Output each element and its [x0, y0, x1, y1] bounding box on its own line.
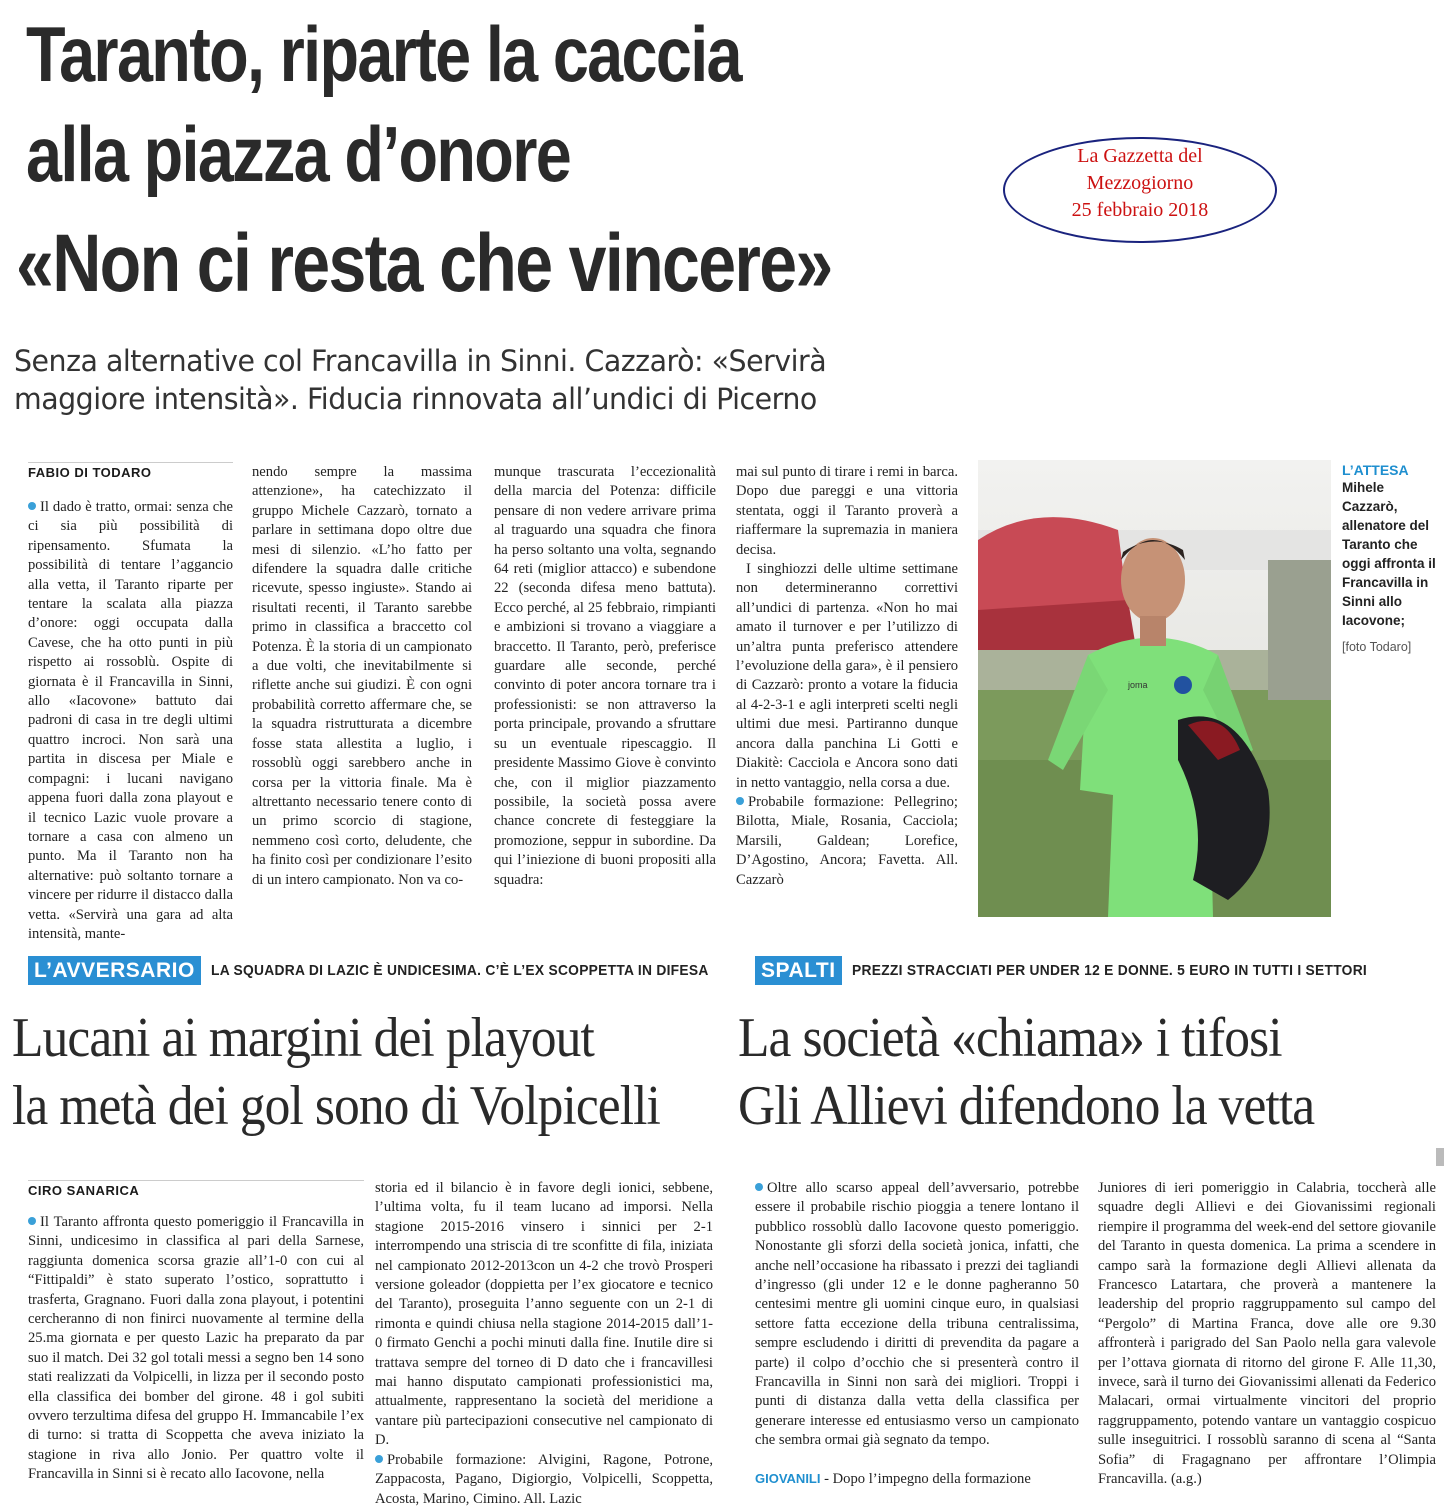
headline-line-3: «Non ci resta che vincere»	[16, 218, 832, 309]
right-story-tag: SPALTI	[755, 956, 842, 985]
bullet-icon	[28, 1217, 36, 1225]
main-column-1	[28, 498, 233, 944]
main-column-3	[494, 463, 716, 890]
bullet-icon	[28, 502, 36, 510]
right-story-column-2	[1098, 1179, 1436, 1490]
deck-line-2: maggiore intensità». Fiducia rinnovata all’undici di Picerno	[14, 382, 817, 416]
left-story-column-1	[28, 1213, 364, 1485]
caption-text: Mihele Cazzarò, allenatore del Taranto che oggi affronta il Francavilla in Sinni allo Iacovone;	[1342, 480, 1436, 628]
caption-title: L’ATTESA	[1342, 462, 1409, 478]
source-stamp-line-1: La Gazzetta del	[1077, 145, 1203, 167]
left-story-kicker: LA SQUADRA DI LAZIC È UNDICESIMA. C’È L’EX SCOPPETTA IN DIFESA	[210, 962, 709, 979]
bullet-icon	[755, 1183, 763, 1191]
right-story-kicker: PREZZI STRACCIATI PER UNDER 12 E DONNE. 5 EURO IN TUTTI I SETTORI	[851, 962, 1367, 979]
left-story-tag: L’AVVERSARIO	[28, 956, 201, 985]
left-story-headline-1: Lucani ai margini dei playout	[12, 1007, 594, 1069]
left-col-2-p1: storia ed il bilancio è in favore degli ionici, sebbene, l’ultima volta, fu il team lucano ad imporsi. Nella stagione 2015-2016 vinsero i sinnici per 2-1 interrompendo una striscia di tre sconfitte di fila, iniziata nel campionato 2012-2013con un 4-2 che trovò Prosperi versione goleador (doppietta per l’ex giocatore e tecnico del Taranto), proseguita l’anno seguente con un 2-1 di rimonta e quindi chiusa nella stagione 2014-2015 dall’1-0 firmato Genchi a pochi minuti dalla fine. Inutile dire si trattava sempre del torneo di D dato che i francavillesi mai hanno disputato campionati professionistici ma, attualmente, rappresentano la società del meridione a vantare più partecipazioni consecutive nel campionato di D.	[375, 1180, 713, 1449]
corner-mark	[1436, 1148, 1444, 1166]
headline-line-2: alla piazza d’onore	[26, 110, 571, 198]
main-column-4	[736, 463, 958, 890]
left-col-2-p2: Probabile formazione: Alvigini, Ragone, Potrone, Zappacosta, Pagano, Digiorgio, Volpicelli, Scoppetta, Acosta, Marino, Cimino. All. Lazic	[375, 1451, 713, 1507]
right-col-1-text: Oltre allo scarso appeal dell’avversario, potrebbe essere il probabile rischio pioggia a tenere lontano il pubblico rossoblù dallo Iacovone questo pomeriggio. Nonostante gli sforzi della società jonica, infatti, che anche nell’occasione ha ribassato i prezzi dei tagliandi d’ingresso (gli under 12 e le donne pagheranno 50 centesimi mentre gli uomini cinque euro, in qualsiasi settore fatta eccezione della tribuna centralissima, sempre escludendo i diritti di prevendita da pagare a parte) il colpo d’occhio che si presenterà contro il Francavilla in Sinni non sarà dei migliori. Troppi i punti di distanza dalla vetta della classifica per generare interesse ed entusiasmo verso un campionato che sembra ormai già segnato da tempo.	[755, 1180, 1079, 1449]
main-column-2	[252, 463, 472, 890]
left-story-byline: CIRO SANARICA	[28, 1180, 364, 1198]
right-story-header	[755, 956, 1411, 985]
bullet-icon	[375, 1455, 383, 1463]
left-story-headline-2: la metà dei gol sono di Volpicelli	[12, 1075, 660, 1137]
main-col-4-p2: I singhiozzi delle ultime settimane non determineranno correttivi all’undici di partenza. «Non ho mai amato il turnover e per l’utilizzo di un’altra punta preferisco attendere l’evoluzione della gara», è il pensiero di Cazzarò: pronto a votare la fiducia al 4-2-3-1 e agli interpreti scelti negli ultimi due mesi. Partiranno dunque ancora dalla panchina Li Gotti e Diakitè: Cacciola e Ancora sono dati in netto vantaggio, nella corsa a due.	[736, 561, 958, 791]
left-col-1-text: Il Taranto affronta questo pomeriggio il Francavilla in Sinni, undicesimo in classifica al pari della Sarnese, raggiunta domenica scorsa grazie all’1-0 con cui al “Fittipaldi” è stato superato l’ostico, soprattutto i trasferta, Gragnano. Fuori dalla zona playout, i potentini cercheranno di non finirci nuovamente al termine della 25.ma giornata e per questo Lazic ha preparato da par suo il match. Dei 32 gol totali messi a segno ben 14 sono stati realizzati da Volpicelli, in lizza per il secondo posto ella classifica dei bomber del girone. 48 i gol subiti ovvero terzultima difesa del gruppo H. Immancabile l’ex di turno: si tratta di Scoppetta che aveva iniziato la stagione in riva allo Jonio. Per quattro volte il Francavilla in Sinni si è recato allo Iacovone, nella	[28, 1214, 364, 1483]
main-col-1-text: Il dado è tratto, ormai: senza che ci sia più possibilità di ripensamento. Sfumata la possibilità di tentare l’aggancio alla vetta, il Taranto riparte per tentare la scalata alla piazza d’onore: oggi occupata dalla Cavese, che ha otto punti in più rispetto ai rossoblù. Ospite di giornata è il Francavilla in Sinni, allo «Iacovone» battuto dai padroni di casa in tre degli ultimi quattro incroci. Non sarà una partita in discesa per Miale e compagni: i lucani navigano appena fuori dalla zona playout e il tecnico Lazic vuole provare a tornare a casa con almeno un punto. Ma il Taranto non ha alternative: può soltanto tornare a vincere per ridurre il distacco dalla vetta. «Servirà una gara ad alta intensità, mante-	[28, 499, 233, 942]
deck	[14, 342, 857, 418]
photo-credit: [foto Todaro]	[1342, 640, 1412, 654]
coach-illustration	[978, 460, 1331, 917]
main-byline: FABIO DI TODARO	[28, 462, 233, 480]
right-story-headline-1: La società «chiama» i tifosi	[738, 1007, 1282, 1069]
deck-line-1: Senza alternative col Francavilla in Sinni. Cazzarò: «Servirà	[14, 344, 827, 378]
right-col-2-text: Juniores di ieri pomeriggio in Calabria, toccherà alle squadre degli Allievi e dei Giovanissimi regionali riempire il programma del week-end del settore giovanile del Taranto in questa domenica. La prima a scendere in campo sarà la formazione degli Allievi allenata da Francesco Latartara, che proverà a mantenere la leadership del proprio raggruppamento sul campo del “Pergolo” di Martina Franca, dove alle ore 9.30 affronterà i parigrado del San Paolo nella gara valevole per l’ottava giornata di ritorno del girone F. Alle 11,30, invece, sarà il turno dei Giovanissimi allenati da Federico Malacari, ormai virtualmente vincitori del proprio raggruppamento, potendo vantare un vantaggio cospicuo sulle inseguitrici. I rossoblù saranno di scena al “Santa Sofia” di Fragagnano per affrontare l’Olimpia Francavilla. (a.g.)	[1098, 1180, 1436, 1488]
source-stamp	[1003, 137, 1277, 243]
left-story-column-2	[375, 1179, 713, 1509]
main-col-2-text: nendo sempre la massima attenzione», ha catechizzato il gruppo Michele Cazzarò, tornato a parlare in settimana dopo oltre due mesi di silenzio. «L’ho fatto per difendere la squadra dalle critiche ricevute, spesso ingiuste». Stando ai risultati recenti, il Taranto sarebbe primo in classifica a braccetto col Potenza. È la storia di un campionato a due volti, che inevitabilmente si riflette anche sui giudizi. È con ogni probabilità corretto affermare che, se la squadra ristrutturata a dicembre fosse stata allestita a luglio, i rossoblù oggi sarebbero anche in corsa per la vittoria finale. Ma è altrettanto necessario tenere conto di un primo scorcio di stagione, nemmeno così corto, deludente, che ha finito così per condizionare l’esito di un intero campionato. Non va co-	[252, 464, 472, 888]
main-col-4-p3: Probabile formazione: Pellegrino; Bilotta, Miale, Rosania, Cacciola; Marsili, Galdean; Lorefice, D’Agostino, Ancora; Favetta. All. Cazzarò	[736, 793, 958, 888]
jersey-logo: joma	[1128, 680, 1148, 690]
coach-photo	[978, 460, 1331, 917]
source-stamp-line-2: Mezzogiorno	[1086, 172, 1194, 194]
right-story-headline-2: Gli Allievi difendono la vetta	[738, 1075, 1315, 1137]
giovanili-text: - Dopo l’impegno della formazione	[820, 1470, 1031, 1487]
giovanili-label: GIOVANILI	[755, 1470, 821, 1486]
main-col-3-text: munque trascurata l’eccezionalità della marcia del Potenza: difficile pensare di non vedere arrivare prima al traguardo una squadra che finora ha perso soltanto una volta, segnando 64 reti (miglior attacco) e subendone 22 (seconda difesa meno battuta). Ecco perché, al 25 febbraio, rimpianti e ambizioni si trovano a viaggiare a braccetto. Il Taranto, però, preferisce guardare alle seconde, perché convinto di poter ancora tornare tra i professionisti: se non attraverso la porta principale, provando a sfruttare su un eventuale ripescaggio. Il presidente Massimo Giove è convinto che, con il miglior piazzamento possibile, la società possa avere chance concrete di festeggiare la promozione, seppur in subordine. Da qui l’iniezione di buoni propositi alla squadra:	[494, 464, 716, 888]
source-stamp-line-3: 25 febbraio 2018	[1071, 199, 1209, 221]
main-col-4-p1: mai sul punto di tirare i remi in barca. Dopo due pareggi e una vittoria stentata, oggi il Taranto proverà a riaffermare la supremazia in maniera decisa.	[736, 464, 958, 558]
bullet-icon	[736, 797, 744, 805]
left-story-header	[28, 956, 752, 985]
right-story-column-1	[755, 1179, 1079, 1489]
photo-caption	[1342, 462, 1442, 654]
headline-line-1: Taranto, riparte la caccia	[26, 10, 741, 98]
